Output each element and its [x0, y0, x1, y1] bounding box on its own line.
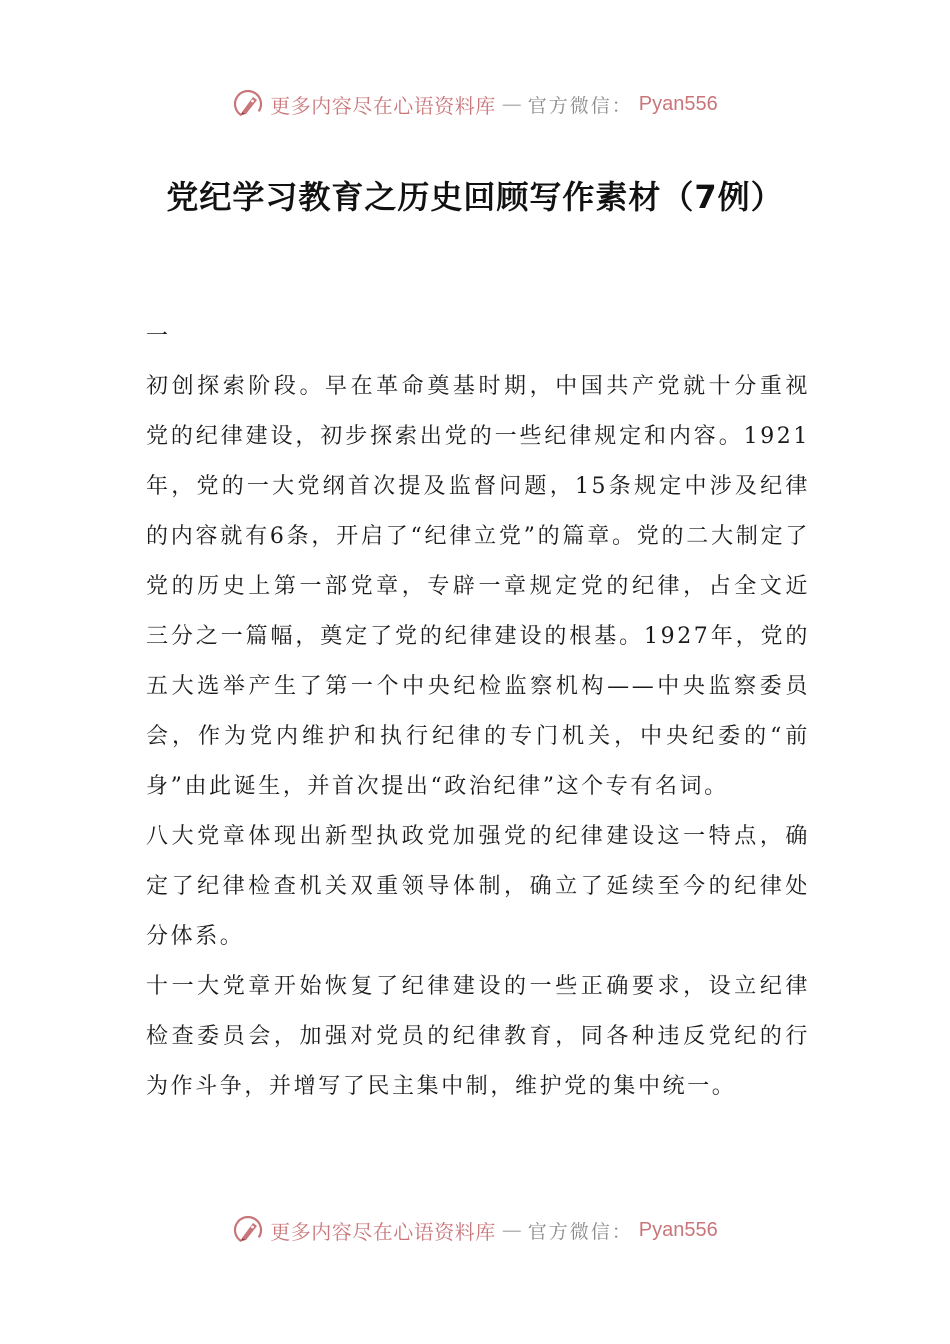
watermark-official-label: 官方微信：	[527, 1220, 633, 1243]
header-watermark	[0, 84, 950, 124]
watermark-wechat-id: Pyan556	[638, 1218, 718, 1241]
watermark-official-label: 官方微信：	[527, 94, 633, 117]
pen-nib-logo-icon	[232, 88, 264, 120]
page-title: 党纪学习教育之历史回顾写作素材（7例）	[166, 178, 784, 216]
watermark-brand-text: 更多内容尽在心语资料库	[270, 93, 496, 118]
paragraph: 十一大党章开始恢复了纪律建设的一些正确要求，设立纪律检查委员会，加强对党员的纪律教育，同各种违反党纪的行为作斗争，并增写了民主集中制，维护党的集中统一。	[146, 974, 810, 1099]
paragraph: 初创探索阶段。早在革命奠基时期，中国共产党就十分重视党的纪律建设，初步探索出党的一些纪律规定和内容。1921年，党的一大党纲首次提及监督问题，15条规定中涉及纪律的内容就有6条，开启了“纪律立党”的篇章。党的二大制定了党的历史上第一部党章，专辟一章规定党的纪律，占全文近三分之一篇幅，奠定了党的纪律建设的根基。1927年，党的五大选举产生了第一个中央纪检监察机构——中央监察委员会，作为党内维护和执行纪律的专门机关，中央纪委的“前身”由此诞生，并首次提出“政治纪律”这个专有名词。	[146, 374, 810, 799]
watermark-brand-text: 更多内容尽在心语资料库	[270, 1219, 496, 1244]
document-body	[146, 312, 810, 1112]
footer-watermark	[0, 1210, 950, 1250]
watermark-wechat-id: Pyan556	[638, 92, 718, 115]
pen-nib-logo-icon	[232, 1214, 264, 1246]
watermark-dash: —	[501, 1218, 522, 1242]
section-number: 一	[146, 324, 169, 349]
watermark-dash: —	[501, 92, 522, 116]
paragraph: 八大党章体现出新型执政党加强党的纪律建设这一特点，确定了纪律检查机关双重领导体制，确立了延续至今的纪律处分体系。	[146, 824, 810, 949]
